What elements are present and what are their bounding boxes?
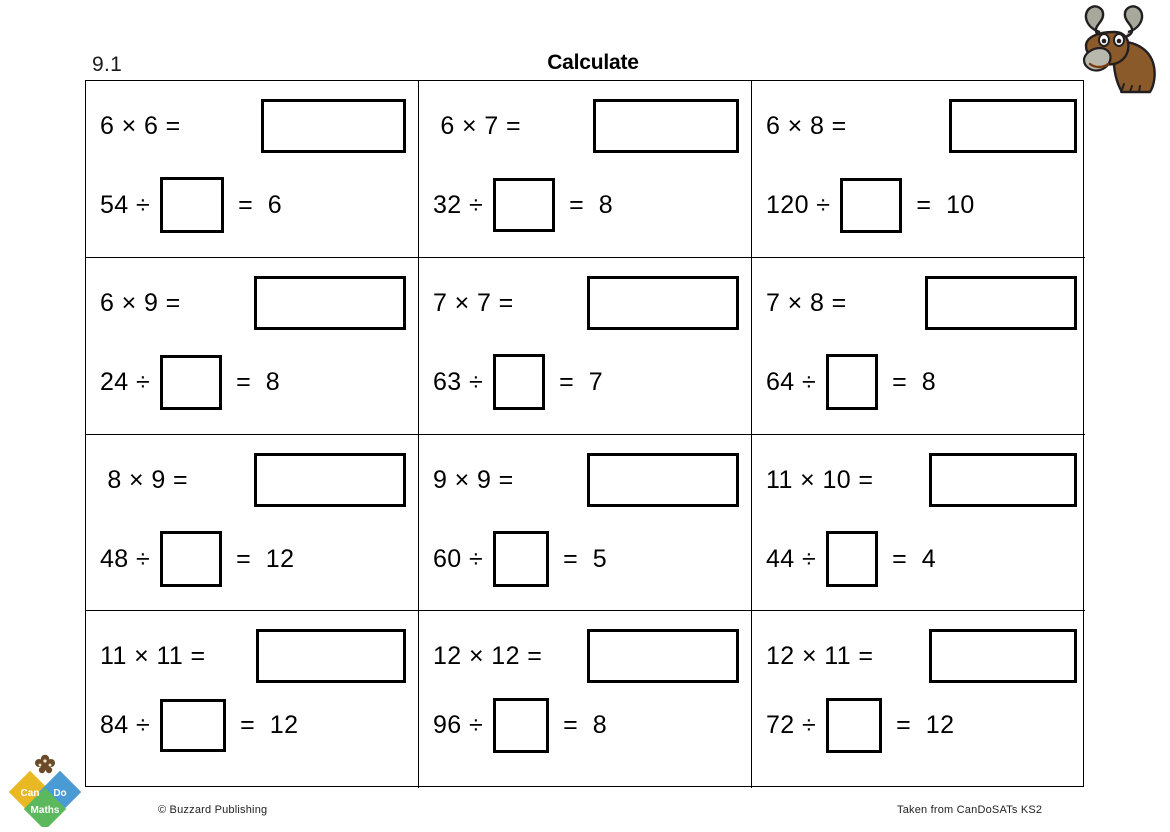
division-line (86, 175, 418, 235)
division-dividend: 64 ÷ (766, 368, 817, 396)
multiplication-line (752, 272, 1085, 334)
multiplication-answer-box[interactable] (254, 276, 406, 330)
division-dividend: 96 ÷ (433, 711, 484, 739)
division-result: = 10 (916, 191, 975, 219)
multiplication-line (752, 449, 1085, 511)
division-result: = 12 (236, 545, 295, 573)
division-line (86, 352, 418, 412)
division-dividend: 63 ÷ (433, 368, 484, 396)
division-result: = 5 (563, 545, 608, 573)
multiplication-expression: 11 × 11 = (100, 642, 206, 670)
multiplication-line (86, 272, 418, 334)
question-cell (419, 81, 752, 258)
division-line (752, 695, 1085, 755)
multiplication-expression: 6 × 7 = (433, 112, 521, 140)
division-dividend: 24 ÷ (100, 368, 151, 396)
multiplication-expression: 8 × 9 = (100, 466, 188, 494)
division-answer-box[interactable] (826, 531, 878, 587)
division-dividend: 44 ÷ (766, 545, 817, 573)
source-attribution-text: Taken from CanDoSATs KS2 (897, 804, 1043, 816)
division-line (419, 352, 751, 412)
multiplication-line (419, 449, 751, 511)
division-answer-box[interactable] (160, 531, 222, 587)
multiplication-answer-box[interactable] (587, 276, 739, 330)
multiplication-answer-box[interactable] (587, 629, 739, 683)
question-cell (752, 81, 1085, 258)
copyright-text: © Buzzard Publishing (158, 804, 268, 816)
multiplication-line (419, 625, 751, 687)
multiplication-answer-box[interactable] (593, 99, 739, 153)
division-answer-box[interactable] (826, 354, 878, 410)
division-result: = 4 (892, 545, 937, 573)
multiplication-answer-box[interactable] (254, 453, 406, 507)
multiplication-answer-box[interactable] (587, 453, 739, 507)
multiplication-expression: 7 × 7 = (433, 289, 514, 317)
division-result: = 8 (563, 711, 608, 739)
division-line (419, 529, 751, 589)
division-line (752, 529, 1085, 589)
division-line (86, 529, 418, 589)
division-answer-box[interactable] (493, 354, 545, 410)
division-dividend: 32 ÷ (433, 191, 484, 219)
question-cell (419, 435, 752, 611)
division-answer-box[interactable] (493, 531, 549, 587)
multiplication-line (752, 625, 1085, 687)
can-do-maths-logo (4, 752, 86, 827)
division-result: = 12 (240, 711, 299, 739)
division-result: = 8 (892, 368, 937, 396)
multiplication-answer-box[interactable] (256, 629, 406, 683)
logo-cluster-icon (35, 755, 55, 773)
division-answer-box[interactable] (160, 177, 224, 233)
division-answer-box[interactable] (493, 178, 555, 232)
question-grid (85, 80, 1084, 787)
division-dividend: 120 ÷ (766, 191, 831, 219)
multiplication-answer-box[interactable] (949, 99, 1077, 153)
page-title: Calculate (547, 51, 639, 74)
division-dividend: 54 ÷ (100, 191, 151, 219)
division-line (752, 352, 1085, 412)
multiplication-answer-box[interactable] (261, 99, 406, 153)
division-line (86, 695, 418, 755)
division-result: = 8 (569, 191, 614, 219)
question-cell (419, 258, 752, 435)
sheet-number: 9.1 (92, 53, 123, 76)
multiplication-expression: 6 × 8 = (766, 112, 847, 140)
svg-text:Can: Can (20, 788, 40, 799)
division-answer-box[interactable] (160, 355, 222, 410)
multiplication-line (86, 95, 418, 157)
division-answer-box[interactable] (493, 698, 549, 753)
multiplication-answer-box[interactable] (929, 453, 1077, 507)
division-answer-box[interactable] (160, 699, 226, 752)
multiplication-answer-box[interactable] (925, 276, 1077, 330)
question-cell (86, 81, 419, 258)
multiplication-line (752, 95, 1085, 157)
division-dividend: 48 ÷ (100, 545, 151, 573)
svg-text:Maths: Maths (30, 805, 60, 816)
division-dividend: 60 ÷ (433, 545, 484, 573)
multiplication-line (419, 95, 751, 157)
question-cell (86, 611, 419, 788)
multiplication-line (86, 449, 418, 511)
division-result: = 6 (238, 191, 283, 219)
division-result: = 8 (236, 368, 281, 396)
multiplication-expression: 11 × 10 = (766, 466, 874, 494)
multiplication-expression: 6 × 6 = (100, 112, 181, 140)
svg-text:Do: Do (53, 788, 67, 799)
multiplication-line (419, 272, 751, 334)
division-dividend: 72 ÷ (766, 711, 817, 739)
division-line (752, 175, 1085, 235)
multiplication-expression: 6 × 9 = (100, 289, 181, 317)
multiplication-answer-box[interactable] (929, 629, 1077, 683)
multiplication-expression: 9 × 9 = (433, 466, 514, 494)
multiplication-expression: 7 × 8 = (766, 289, 847, 317)
division-answer-box[interactable] (826, 698, 882, 753)
division-result: = 12 (896, 711, 955, 739)
division-dividend: 84 ÷ (100, 711, 151, 739)
question-cell (86, 435, 419, 611)
multiplication-expression: 12 × 12 = (433, 642, 543, 670)
question-cell (419, 611, 752, 788)
question-cell (752, 611, 1085, 788)
division-line (419, 175, 751, 235)
division-result: = 7 (559, 368, 604, 396)
question-cell (752, 258, 1085, 435)
multiplication-expression: 12 × 11 = (766, 642, 874, 670)
multiplication-line (86, 625, 418, 687)
question-cell (752, 435, 1085, 611)
division-line (419, 695, 751, 755)
question-cell (86, 258, 419, 435)
division-answer-box[interactable] (840, 178, 902, 233)
